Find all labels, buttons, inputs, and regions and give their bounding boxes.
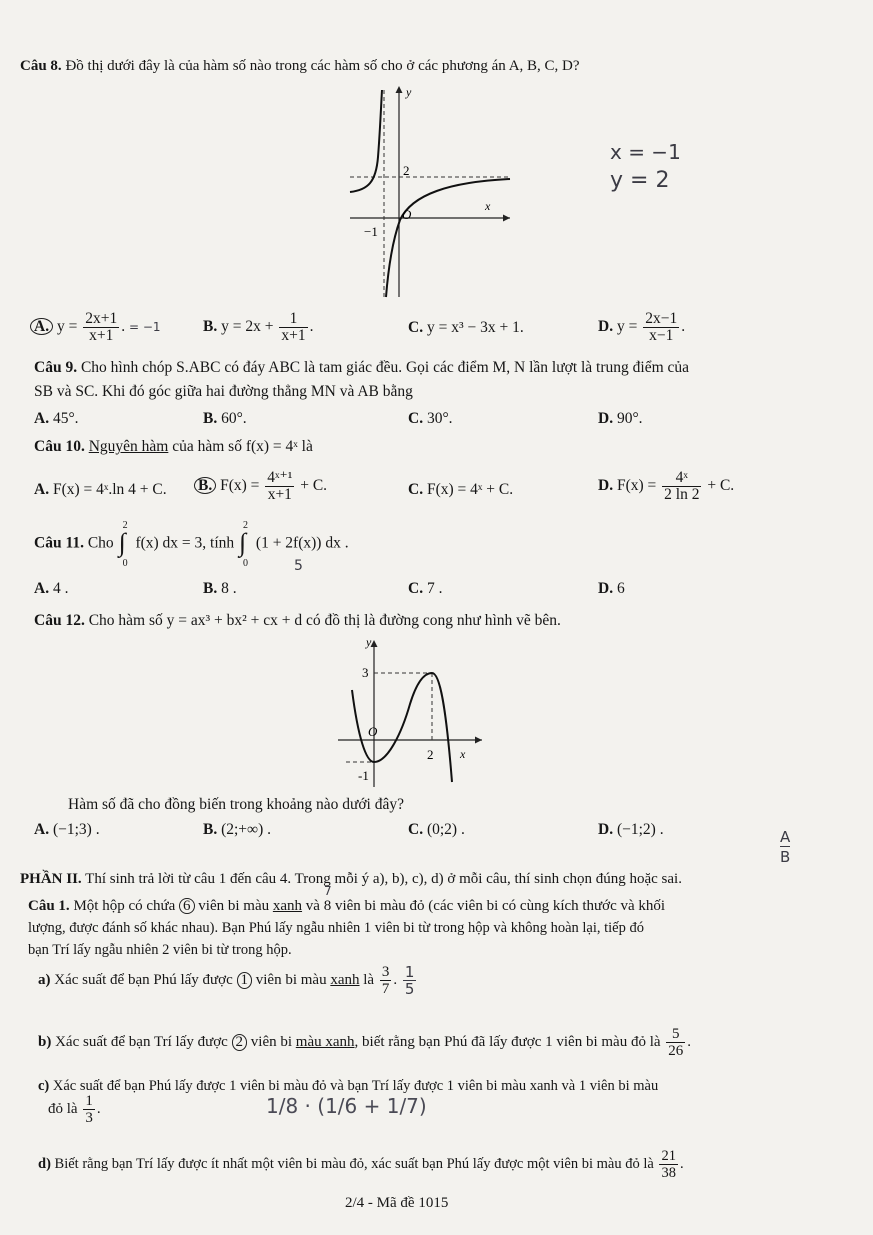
q11-option-b-text: 8 . <box>221 580 237 597</box>
q8-option-a-den: x+1 <box>89 327 114 344</box>
q11-label: Câu 11. <box>34 534 84 552</box>
q11-integral-1: 2 ∫ 0 <box>118 520 128 569</box>
q9-option-c <box>408 410 453 428</box>
part2-q1-hand7: 7 <box>324 884 332 898</box>
part2-a-xanh: xanh <box>330 971 360 988</box>
q8-note-x: x = −1 <box>610 140 681 164</box>
part2-q1-text-b: viên bi màu <box>198 898 270 914</box>
q8-option-c-label: C. <box>408 319 424 336</box>
q8-note-y: y = 2 <box>610 168 670 193</box>
part2-c-line2: đỏ là $\frac{1}{3}$ . <box>48 1093 101 1126</box>
q9-option-d-label: D. <box>598 410 614 427</box>
q12-option-b-text: (2;+∞) . <box>221 821 272 838</box>
part2-a: a) Xác suất để bạn Phú lấy được 1 viên bi màu xanh là $\frac{3}{7}$ . $\frac{1}{5}$ <box>38 963 415 998</box>
part2-a-hand-den: 5 <box>404 980 415 998</box>
q8-option-b-prefix: y = 2x + <box>221 318 274 336</box>
part2-c-handnote: 1/8 · (1/6 + 1/7) <box>266 1094 427 1118</box>
q9-text-1: Cho hình chóp S.ABC có đáy ABC là tam giác đều. Gọi các điểm M, N lần lượt là trung điểm của <box>80 359 690 376</box>
q8-option-a-label: A. <box>30 318 53 335</box>
q12-stem <box>34 612 561 630</box>
part2-intro-text: Thí sinh trả lời từ câu 1 đến câu 4. Trong mỗi ý a), b), c), d) ở mỗi câu, thí sinh chọn đúng hoặc sai. <box>85 871 682 887</box>
q8-text: Đồ thị dưới đây là của hàm số nào trong các hàm số cho ở các phương án A, B, C, D? <box>65 58 580 74</box>
q11-option-c <box>408 580 442 598</box>
q9-line2: SB và SC. Khi đó góc giữa hai đường thẳng MN và AB bằng <box>34 383 413 400</box>
q11-option-b-label: B. <box>203 580 218 597</box>
q8-option-a: A. y = $\frac{2x+1}{x+1}$ . = −1 <box>30 311 161 344</box>
q12-y-axis-label: y <box>366 635 372 649</box>
part2-c-text2: đỏ là <box>48 1100 78 1117</box>
q11-int2-body: (1 + 2f(x)) dx . <box>255 534 349 552</box>
q9-option-a-text: 45°. <box>52 410 79 427</box>
q12-margin-note <box>780 828 790 867</box>
part2-a-label: a) <box>38 971 51 988</box>
q12-y-top-label: 3 <box>362 665 369 680</box>
q8-option-d-label: D. <box>598 318 614 336</box>
q8-option-a-prefix: y = <box>56 318 78 336</box>
part2-b-text1: Xác suất để bạn Trí lấy được <box>55 1033 228 1050</box>
q10-option-b-prefix: F(x) = <box>220 477 260 495</box>
q8-x-tick-label: −1 <box>364 224 378 239</box>
q12-option-b-label: B. <box>203 821 218 838</box>
part2-a-text1: Xác suất để bạn Phú lấy được <box>54 971 233 988</box>
q9-label: Câu 9. <box>34 359 78 376</box>
q10-label: Câu 10. <box>34 438 85 455</box>
part2-q1-line2: lượng, được đánh số khác nhau). Bạn Phú lấy ngẫu nhiên 1 viên bi từ trong hộp và không hoàn lại, tiếp đó <box>28 920 644 936</box>
part2-title: PHẦN II. <box>20 871 82 887</box>
q8-option-d-num: 2x−1 <box>645 310 678 327</box>
q11-option-b <box>203 580 237 598</box>
q10-option-d-label: D. <box>598 477 614 495</box>
part2-q1-xanh: xanh <box>272 898 303 914</box>
part2-a-den: 7 <box>381 981 390 997</box>
q11-int1-upper: 2 <box>122 520 128 531</box>
part2-b-text3: , biết rằng bạn Phú đã lấy được 1 viên bi màu đỏ là <box>354 1033 661 1050</box>
q8-origin-label: O <box>402 207 412 222</box>
q10-text: của hàm số f(x) = 4ˣ là <box>172 438 313 455</box>
part2-d: d) Biết rằng bạn Trí lấy được ít nhất một viên bi màu đỏ, xác suất bạn Phú lấy được một viên bi màu đỏ là $\frac{21}{38}$ . <box>38 1148 684 1181</box>
q10-option-b-num: 4ˣ⁺¹ <box>267 469 293 486</box>
part2-d-label: d) <box>38 1155 51 1172</box>
part2-b-text2: viên bi <box>250 1033 293 1050</box>
q8-option-b-den: x+1 <box>281 327 306 344</box>
q12-question: Hàm số đã cho đồng biến trong khoảng nào dưới đây? <box>68 796 404 813</box>
q12-margin-note-num: A <box>780 828 791 846</box>
part2-b-den: 26 <box>668 1043 684 1059</box>
q10-option-c-text: F(x) = 4ˣ + C. <box>426 481 514 498</box>
q12-y-bottom-label: -1 <box>358 768 369 783</box>
part2-a-one: 1 <box>237 972 253 989</box>
q9-option-d-text: 90°. <box>616 410 643 427</box>
q10-option-b <box>194 470 327 503</box>
q9-line1 <box>34 359 689 377</box>
part2-c-text1: Xác suất để bạn Phú lấy được 1 viên bi màu đỏ và bạn Trí lấy được 1 viên bi màu xanh và 1 viên bi màu <box>52 1078 659 1094</box>
q8-label: Câu 8. <box>20 58 62 74</box>
q12-option-c-text: (0;2) . <box>426 821 465 838</box>
part2-q1-text-d: viên bi màu đỏ (các viên bi có cùng kích thước và khối <box>334 898 666 914</box>
q12-x-axis-label: x <box>460 747 466 761</box>
q9-option-b <box>203 410 247 428</box>
part2-intro <box>20 871 682 888</box>
q10-option-c-label: C. <box>408 481 424 498</box>
q8-option-a-note: = −1 <box>128 320 161 335</box>
q12-option-c <box>408 821 465 839</box>
part2-a-num: 3 <box>381 964 390 980</box>
q9-option-a <box>34 410 79 428</box>
q11-option-d-text: 6 <box>616 580 625 597</box>
q10-option-b-label: B. <box>194 477 216 494</box>
part2-a-text2: viên bi màu <box>255 971 327 988</box>
q8-option-d-prefix: y = <box>616 318 638 336</box>
part2-c-label: c) <box>38 1078 50 1094</box>
q10-option-a-text: F(x) = 4ˣ.ln 4 + C. <box>52 481 167 498</box>
q11-option-a-label: A. <box>34 580 50 597</box>
q12-option-b <box>203 821 271 839</box>
part2-a-text3: là <box>363 971 375 988</box>
q9-option-b-label: B. <box>203 410 218 427</box>
q9-option-c-text: 30°. <box>426 410 453 427</box>
q8-option-b: B. y = 2x + $\frac{1}{x+1}$ . <box>203 310 314 344</box>
q8-y-tick-label: 2 <box>403 163 410 178</box>
q12-option-d-text: (−1;2) . <box>616 821 664 838</box>
part2-b: b) Xác suất để bạn Trí lấy được 2 viên bi màu xanh, biết rằng bạn Phú đã lấy được 1 viên bi màu đỏ là $\frac{5}{26}$ . <box>38 1026 692 1059</box>
q11-option-c-label: C. <box>408 580 424 597</box>
part2-d-text: Biết rằng bạn Trí lấy được ít nhất một viên bi màu đỏ, xác suất bạn Phú lấy được một viên bi màu đỏ là <box>54 1155 654 1172</box>
q9-option-c-label: C. <box>408 410 424 427</box>
q11-cho: Cho <box>87 534 114 552</box>
q11-int1-body: f(x) dx = 3, tính <box>135 534 235 552</box>
q11-option-c-text: 7 . <box>426 580 443 597</box>
q10-option-b-suffix: + C. <box>300 477 328 495</box>
q10-option-c <box>408 481 513 499</box>
part2-q1-line1 <box>28 898 665 915</box>
part2-q1-eight: 8 <box>323 898 332 914</box>
part2-b-two: 2 <box>232 1034 248 1051</box>
q8-y-axis-label: y <box>406 85 412 99</box>
part2-q1-six: 6 <box>179 898 195 914</box>
q10-option-d-suffix: + C. <box>707 477 735 495</box>
q12-option-a-text: (−1;3) . <box>52 821 100 838</box>
q12-option-a <box>34 821 100 839</box>
part2-c-num: 1 <box>85 1093 93 1109</box>
q10-underlined: Nguyên hàm <box>88 438 169 455</box>
q8-option-b-label: B. <box>203 318 218 336</box>
q10-option-a-label: A. <box>34 481 50 498</box>
q10-option-d-prefix: F(x) = <box>616 477 657 495</box>
q8-option-c <box>408 319 524 337</box>
q9-option-d <box>598 410 643 428</box>
q8-option-d-den: x−1 <box>649 327 674 344</box>
q12-option-d-label: D. <box>598 821 614 838</box>
part2-b-num: 5 <box>666 1026 685 1043</box>
q12-option-a-label: A. <box>34 821 50 838</box>
q11-option-d-label: D. <box>598 580 614 597</box>
q8-option-d: D. y = $\frac{2x-1}{x-1}$ . <box>598 310 686 344</box>
q10-option-d-den: 2 ln 2 <box>664 486 700 503</box>
part2-d-num: 21 <box>661 1148 676 1164</box>
q11-int1-lower: 0 <box>122 558 128 569</box>
q9-option-b-text: 60°. <box>221 410 247 427</box>
q11-option-d <box>598 580 625 598</box>
part2-b-mau-xanh: màu xanh <box>295 1033 355 1050</box>
q12-graph <box>330 632 490 792</box>
q12-origin-label: O <box>368 724 378 739</box>
q10-stem <box>34 438 313 456</box>
q11-handnote: 5 <box>294 558 303 574</box>
part2-c-den: 3 <box>85 1110 93 1126</box>
part2-c-line1 <box>38 1078 658 1095</box>
q12-label: Câu 12. <box>34 612 85 629</box>
q12-x-tick-label: 2 <box>427 747 434 762</box>
q12-margin-note-den: B <box>780 848 791 866</box>
q11-int2-lower: 0 <box>243 558 249 569</box>
q12-option-d <box>598 821 664 839</box>
q10-option-b-den: x+1 <box>267 486 292 503</box>
q9-option-a-label: A. <box>34 410 50 427</box>
q11-option-a-text: 4 . <box>52 580 69 597</box>
q12-option-c-label: C. <box>408 821 424 838</box>
q12-text: Cho hàm số y = ax³ + bx² + cx + d có đồ thị là đường cong như hình vẽ bên. <box>88 612 561 629</box>
part2-d-den: 38 <box>661 1165 676 1181</box>
q11-integral-2: 2 ∫ 0 <box>239 520 249 569</box>
q8-option-c-text: y = x³ − 3x + 1. <box>426 319 524 336</box>
q10-option-a <box>34 481 167 499</box>
q8-x-axis-label: x <box>485 199 491 213</box>
part2-q1-label: Câu 1. <box>28 898 70 914</box>
page-footer: 2/4 - Mã đề 1015 <box>345 1195 449 1211</box>
part2-q1-line3: bạn Trí lấy ngẫu nhiên 2 viên bi từ trong hộp. <box>28 942 292 958</box>
part2-q1-text-a: Một hộp có chứa <box>73 898 176 914</box>
part2-b-label: b) <box>38 1033 52 1050</box>
part2-q1-text-c: và <box>305 898 320 914</box>
q11-int2-upper: 2 <box>243 520 249 531</box>
q11-option-a <box>34 580 68 598</box>
q10-option-d-num: 4ˣ <box>662 470 701 487</box>
q10-option-d <box>598 470 734 503</box>
q8-stem <box>20 58 580 75</box>
q8-option-a-num: 2x+1 <box>85 310 118 327</box>
part2-a-hand-num: 1 <box>404 963 415 981</box>
q8-graph <box>340 82 520 302</box>
q8-option-b-num: 1 <box>279 311 307 328</box>
